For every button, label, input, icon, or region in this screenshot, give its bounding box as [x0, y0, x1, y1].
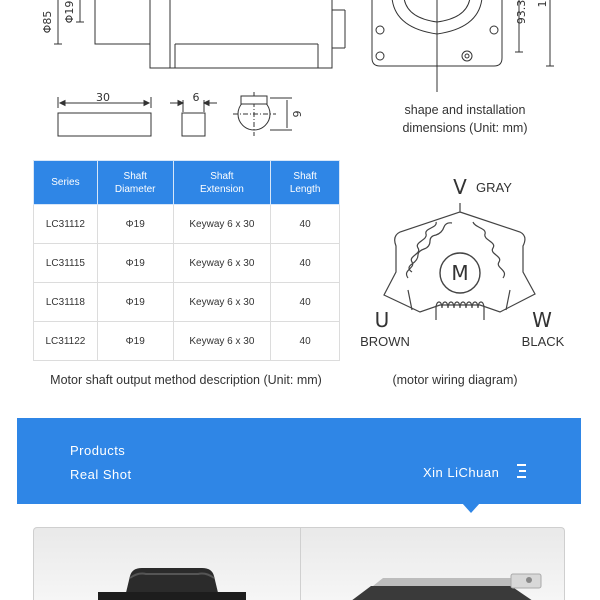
cell-extension: Keyway 6 x 30	[173, 322, 271, 361]
installation-caption-line2: dimensions (Unit: mm)	[402, 121, 528, 135]
phase-u-letter: U	[374, 308, 390, 332]
dim-front-inner: 93.3	[515, 0, 528, 25]
table-row	[34, 205, 340, 244]
phase-u-color: BROWN	[360, 334, 410, 349]
table-row	[34, 244, 340, 283]
banner-brand: Xin LiChuan	[423, 465, 500, 480]
cell-extension: Keyway 6 x 30	[173, 244, 271, 283]
cell-length: 40	[271, 205, 340, 244]
dim-outer-diameter: Φ85	[41, 10, 54, 34]
cell-length: 40	[271, 283, 340, 322]
motor-center-label: M	[451, 261, 469, 285]
phase-w-letter: W	[532, 308, 552, 332]
installation-caption	[380, 101, 550, 137]
table-header-row	[34, 161, 340, 205]
header-shaft-length: Shaft Length	[271, 161, 340, 205]
banner-products: Products	[70, 443, 126, 458]
photo-motor-right	[301, 528, 565, 600]
menu-lines-icon[interactable]	[517, 463, 527, 479]
coil-left	[409, 223, 452, 272]
coil-right	[473, 222, 505, 278]
header-shaft-diameter: Shaft Diameter	[97, 161, 173, 205]
dim-shaft-diameter: Φ19	[63, 0, 76, 24]
wiring-caption: (motor wiring diagram)	[392, 373, 518, 387]
cell-series: LC31118	[34, 283, 98, 322]
shaft-section-drawing	[233, 92, 292, 136]
table-row	[34, 322, 340, 361]
header-series: Series	[34, 161, 98, 205]
cell-series: LC31122	[34, 322, 98, 361]
cell-extension: Keyway 6 x 30	[173, 205, 271, 244]
cell-extension: Keyway 6 x 30	[173, 283, 271, 322]
cell-length: 40	[271, 244, 340, 283]
products-banner	[17, 418, 581, 504]
installation-caption-line1: shape and installation	[404, 103, 526, 117]
phase-v-letter: V	[453, 175, 467, 199]
motor-wiring-diagram	[350, 170, 580, 355]
cell-diameter: Φ19	[97, 322, 173, 361]
cell-series: LC31112	[34, 205, 98, 244]
table-row	[34, 283, 340, 322]
dim-shaft-length: 30	[96, 91, 110, 104]
key-drawing	[170, 100, 217, 136]
phase-w-color: BLACK	[521, 334, 565, 349]
banner-pointer	[462, 503, 480, 513]
header-shaft-extension: Shaft Extension	[173, 161, 271, 205]
cell-diameter: Φ19	[97, 244, 173, 283]
phase-v-color: GRAY	[476, 180, 512, 195]
dim-key-height: 6	[290, 110, 303, 118]
motor-side-view	[54, 0, 345, 68]
cell-series: LC31115	[34, 244, 98, 283]
dim-key-width: 6	[192, 91, 200, 104]
cell-diameter: Φ19	[97, 283, 173, 322]
dim-front-outer: 1	[536, 0, 549, 8]
table-caption: Motor shaft output method description (Unit: mm)	[50, 373, 322, 387]
banner-real-shot: Real Shot	[70, 467, 132, 482]
cell-length: 40	[271, 322, 340, 361]
shaft-spec-table	[33, 160, 340, 361]
photo-motor-left	[34, 528, 300, 600]
cell-diameter: Φ19	[97, 205, 173, 244]
product-photos	[33, 527, 565, 600]
